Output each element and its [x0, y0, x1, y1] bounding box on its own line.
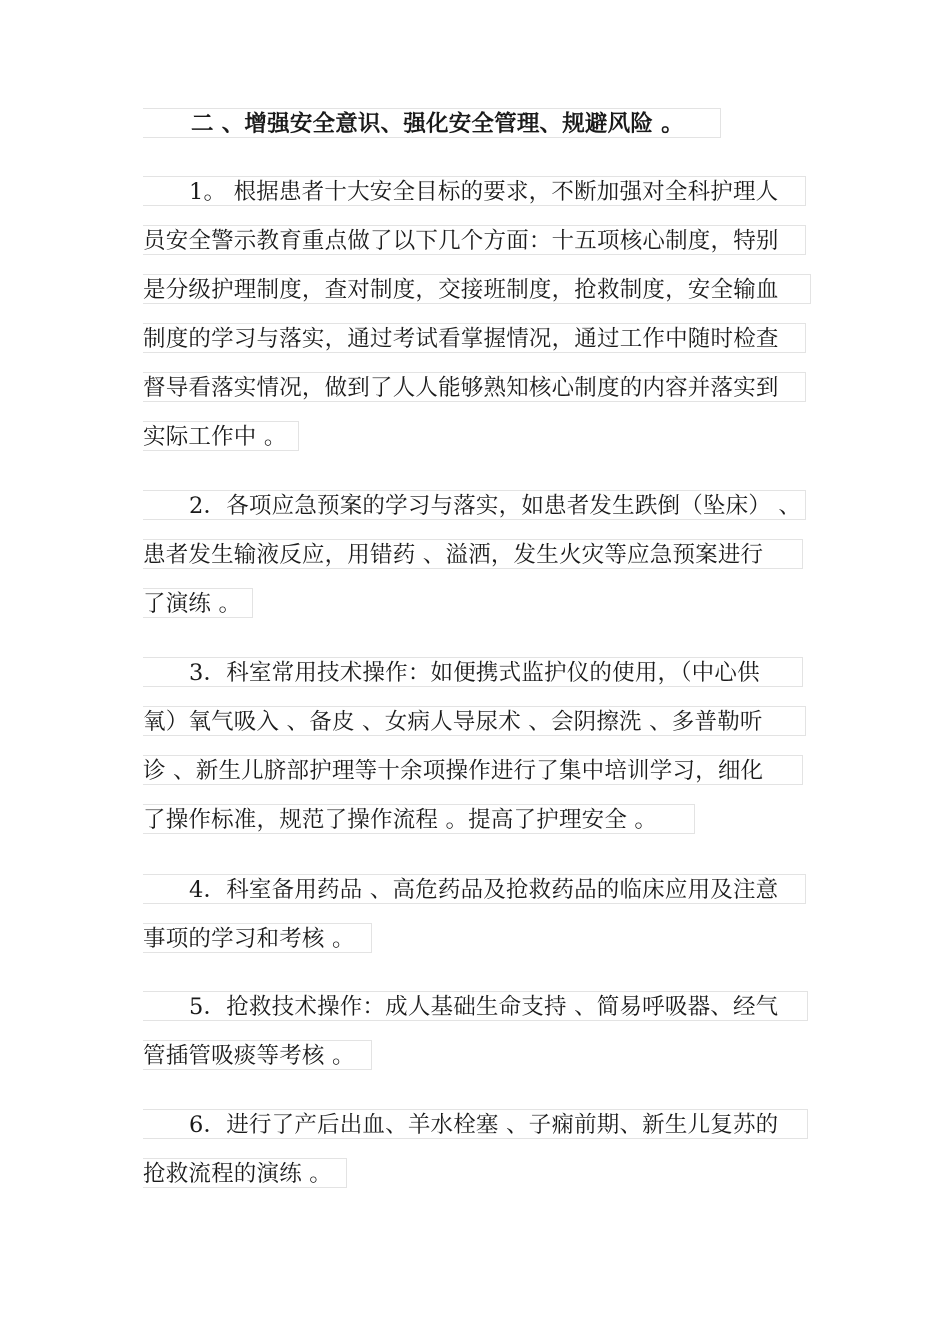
paragraph-6-line-2: 抢救流程的演练 。	[143, 1158, 347, 1188]
paragraph-1-line-1: 1。 根据患者十大安全目标的要求，不断加强对全科护理人	[143, 176, 806, 206]
paragraph-1-line-6: 实际工作中 。	[143, 421, 299, 451]
paragraph-1-line-2: 员安全警示教育重点做了以下几个方面：十五项核心制度，特别	[143, 225, 806, 255]
paragraph-5-line-1: 5．抢救技术操作：成人基础生命支持 、简易呼吸器、经气	[143, 991, 808, 1021]
paragraph-1-line-3: 是分级护理制度，查对制度，交接班制度，抢救制度，安全输血	[143, 274, 811, 304]
paragraph-3-line-4: 了操作标准，规范了操作流程 。提高了护理安全 。	[143, 804, 695, 834]
paragraph-3-line-1: 3．科室常用技术操作：如便携式监护仪的使用，（中心供	[143, 657, 803, 687]
paragraph-2-line-3: 了演练 。	[143, 588, 253, 618]
paragraph-4-line-2: 事项的学习和考核 。	[143, 923, 372, 953]
paragraph-1-line-5: 督导看落实情况，做到了人人能够熟知核心制度的内容并落实到	[143, 372, 806, 402]
paragraph-2-line-1: 2．各项应急预案的学习与落实，如患者发生跌倒（坠床） 、	[143, 490, 806, 520]
paragraph-5-line-2: 管插管吸痰等考核 。	[143, 1040, 372, 1070]
paragraph-4-line-1: 4．科室备用药品 、高危药品及抢救药品的临床应用及注意	[143, 874, 806, 904]
section-heading: 二 、增强安全意识、强化安全管理、规避风险 。	[143, 108, 721, 138]
paragraph-2-line-2: 患者发生输液反应，用错药 、溢洒，发生火灾等应急预案进行	[143, 539, 803, 569]
paragraph-1-line-4: 制度的学习与落实，通过考试看掌握情况，通过工作中随时检查	[143, 323, 806, 353]
paragraph-3-line-3: 诊 、新生儿脐部护理等十余项操作进行了集中培训学习，细化	[143, 755, 803, 785]
paragraph-3-line-2: 氧）氧气吸入 、备皮 、女病人导尿术 、会阴擦洗 、多普勒听	[143, 706, 806, 736]
paragraph-6-line-1: 6．进行了产后出血、羊水栓塞 、子痫前期、新生儿复苏的	[143, 1109, 808, 1139]
